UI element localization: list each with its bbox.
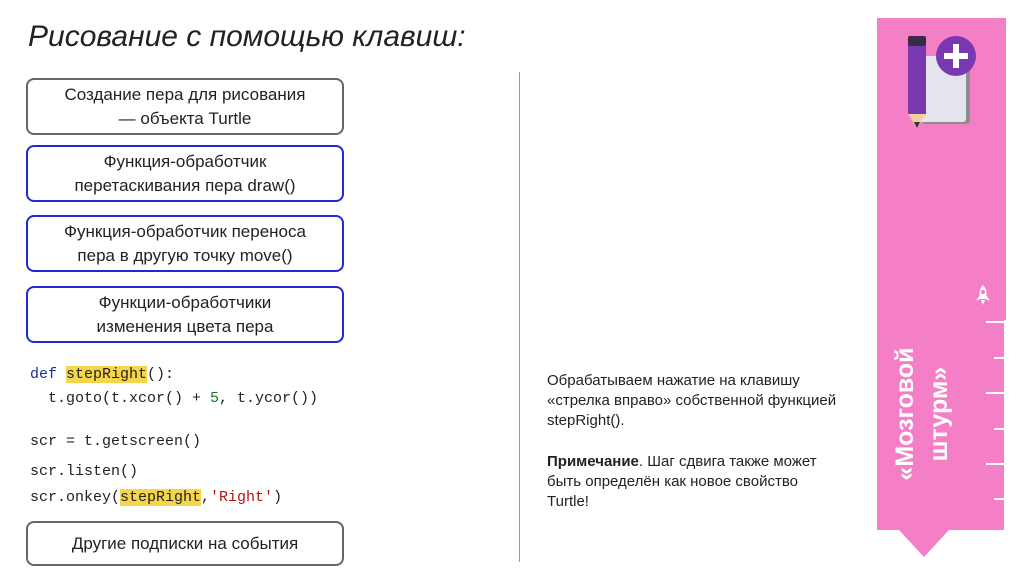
- code-def-rest: ():: [147, 366, 175, 383]
- code-onkey-b: ,: [201, 489, 211, 506]
- box-move-handler: [26, 215, 344, 272]
- code-onkey-func: stepRight: [120, 489, 202, 506]
- code-onkey-a: scr.onkey(: [30, 489, 121, 506]
- description-note: [547, 452, 827, 512]
- ruler-tick: [994, 357, 1006, 359]
- ruler-tick: [986, 321, 1006, 323]
- code-def-line: [30, 365, 174, 385]
- note-label: Примечание: [547, 453, 639, 470]
- sidebar-pointer: [899, 530, 949, 557]
- code-func-name: stepRight: [66, 366, 148, 383]
- box-color-handlers: [26, 286, 344, 343]
- box-drag-handler: [26, 145, 344, 202]
- ruler-tick: [994, 428, 1006, 430]
- sidebar-label: «Мозговой штурм»: [891, 347, 953, 481]
- box-drag-handler-label: Функция-обработчик перетаскивания пера draw(): [74, 151, 296, 195]
- box-create-pen: [26, 78, 344, 135]
- code-getscreen-line: scr = t.getscreen(): [30, 433, 202, 450]
- box-other-events-label: Другие подписки на события: [71, 533, 299, 553]
- code-goto-b: , t.ycor()): [219, 390, 319, 407]
- box-create-pen-label: Создание пера для рисования — объекта Turtle: [64, 84, 306, 128]
- ruler-tick: [986, 392, 1006, 394]
- code-goto-line: [30, 389, 318, 409]
- box-color-handlers-label: Функции-обработчики изменения цвета пера: [96, 292, 274, 336]
- ruler-tick: [994, 498, 1006, 500]
- vertical-divider: [519, 72, 520, 562]
- note-text: . Шаг сдвига также может быть определён как новое свойство Turtle!: [547, 453, 817, 510]
- code-onkey-c: ): [273, 489, 283, 506]
- slide-title: Рисование с помощью клавиш:: [28, 20, 466, 53]
- box-other-events: [26, 521, 344, 566]
- box-move-handler-label: Функция-обработчик переноса пера в другую точку move(): [64, 221, 306, 265]
- notebook-pencil-plus-icon: [900, 32, 978, 130]
- ruler-tick: [986, 463, 1006, 465]
- code-onkey-str: 'Right': [210, 489, 274, 506]
- description-main: Обрабатываем нажатие на клавишу «стрелка вправо» собственной функцией stepRight().: [547, 372, 837, 429]
- code-goto-a: t.goto(t.xcor() +: [30, 390, 211, 407]
- code-goto-num: 5: [210, 390, 220, 407]
- rocket-icon: [974, 284, 992, 306]
- code-onkey-line: [30, 488, 282, 508]
- code-def-keyword: def: [30, 366, 58, 383]
- code-listen-line: scr.listen(): [30, 463, 139, 480]
